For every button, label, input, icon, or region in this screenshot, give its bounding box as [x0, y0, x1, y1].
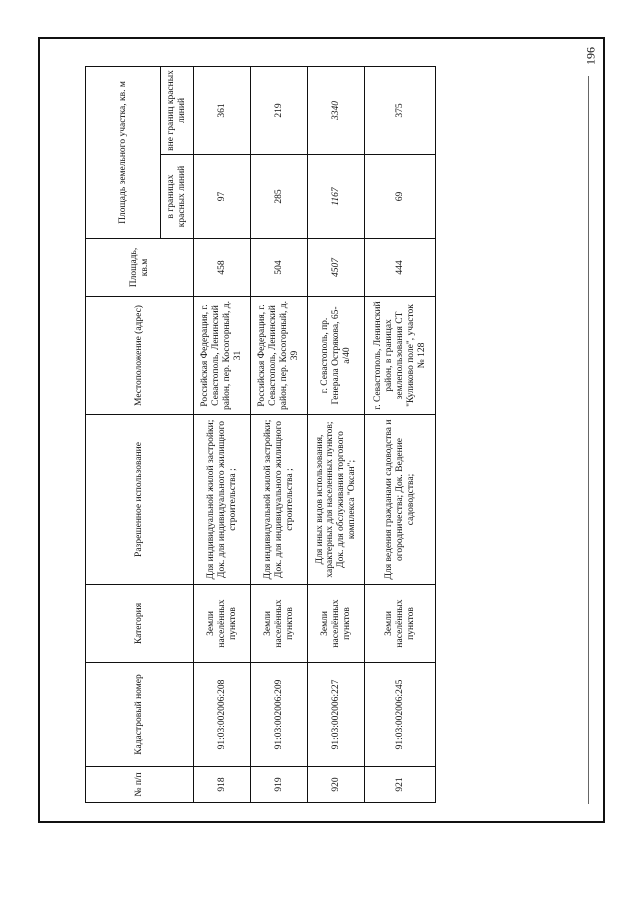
header-num: № п/п: [86, 767, 194, 803]
margin-rule: [588, 76, 589, 804]
cell-num: 918: [194, 767, 251, 803]
cell-outside-red-lines: 361: [194, 66, 251, 154]
cell-outside-red-lines: 3340: [308, 66, 365, 154]
cell-num: 920: [308, 767, 365, 803]
header-cadastral: Кадастровый номер: [86, 663, 194, 767]
cell-area: 504: [251, 239, 308, 297]
cell-location: г. Севастополь, пр. Генерала Острякова, 65-а/40: [308, 297, 365, 415]
cell-category: Земли населённых пунктов: [194, 585, 251, 663]
cell-location: г. Севастополь, Ленинский район, в границах землепользования СТ "Куликово поле", участок № 128: [365, 297, 436, 415]
cell-cadastral: 91:03:002006:208: [194, 663, 251, 767]
cell-permitted-use: Для ведения гражданами садоводства и огородничества; Док. Ведение садоводства;: [365, 415, 436, 585]
cell-permitted-use: Для индивидуальной жилой застройки; Док. для индивидуального жилищного строительства ;: [194, 415, 251, 585]
cell-within-red-lines: 285: [251, 155, 308, 239]
header-within-red-lines: в границах красных линий: [161, 155, 194, 239]
cell-area: 458: [194, 239, 251, 297]
header-land-area-group: Площадь земельного участка, кв. м: [86, 66, 161, 238]
cell-cadastral: 91:03:002006:227: [308, 663, 365, 767]
cell-num: 919: [251, 767, 308, 803]
header-category: Категория: [86, 585, 194, 663]
table-area: [85, 67, 436, 803]
cell-category: Земли населённых пунктов: [251, 585, 308, 663]
table-row: [308, 66, 365, 802]
header-area: Площадь, кв.м: [86, 239, 194, 297]
cell-permitted-use: Для индивидуальной жилой застройки; Док. для индивидуального жилищного строительства ;: [251, 415, 308, 585]
land-plots-table: [85, 66, 436, 803]
cell-within-red-lines: 97: [194, 155, 251, 239]
cell-cadastral: 91:03:002006:209: [251, 663, 308, 767]
table-row: [251, 66, 308, 802]
cell-location: Российская Федерация, г. Севастополь, Ленинский район, пер. Косогорный, д. 31: [194, 297, 251, 415]
cell-outside-red-lines: 375: [365, 66, 436, 154]
table-header-row: [86, 66, 161, 802]
table-row: [194, 66, 251, 802]
header-permitted-use: Разрешенное использование: [86, 415, 194, 585]
header-outside-red-lines: вне границ красных линий: [161, 66, 194, 154]
cell-category: Земли населённых пунктов: [365, 585, 436, 663]
cell-area: 444: [365, 239, 436, 297]
page-number: 196: [583, 47, 598, 65]
cell-cadastral: 91:03:002006:245: [365, 663, 436, 767]
header-location: Местоположение (адрес): [86, 297, 194, 415]
cell-outside-red-lines: 219: [251, 66, 308, 154]
cell-area: 4507: [308, 239, 365, 297]
cell-within-red-lines: 69: [365, 155, 436, 239]
table-row: [365, 66, 436, 802]
rotated-table-wrapper: [85, 67, 436, 803]
cell-within-red-lines: 1167: [308, 155, 365, 239]
cell-permitted-use: Для иных видов использования, характерных для населенных пунктов; Док. для обслуживания торгового комплекса "Оксан";: [308, 415, 365, 585]
cell-location: Российская Федерация, г. Севастополь, Ленинский район, пер. Косогорный, д. 39: [251, 297, 308, 415]
cell-category: Земли населённых пунктов: [308, 585, 365, 663]
cell-num: 921: [365, 767, 436, 803]
